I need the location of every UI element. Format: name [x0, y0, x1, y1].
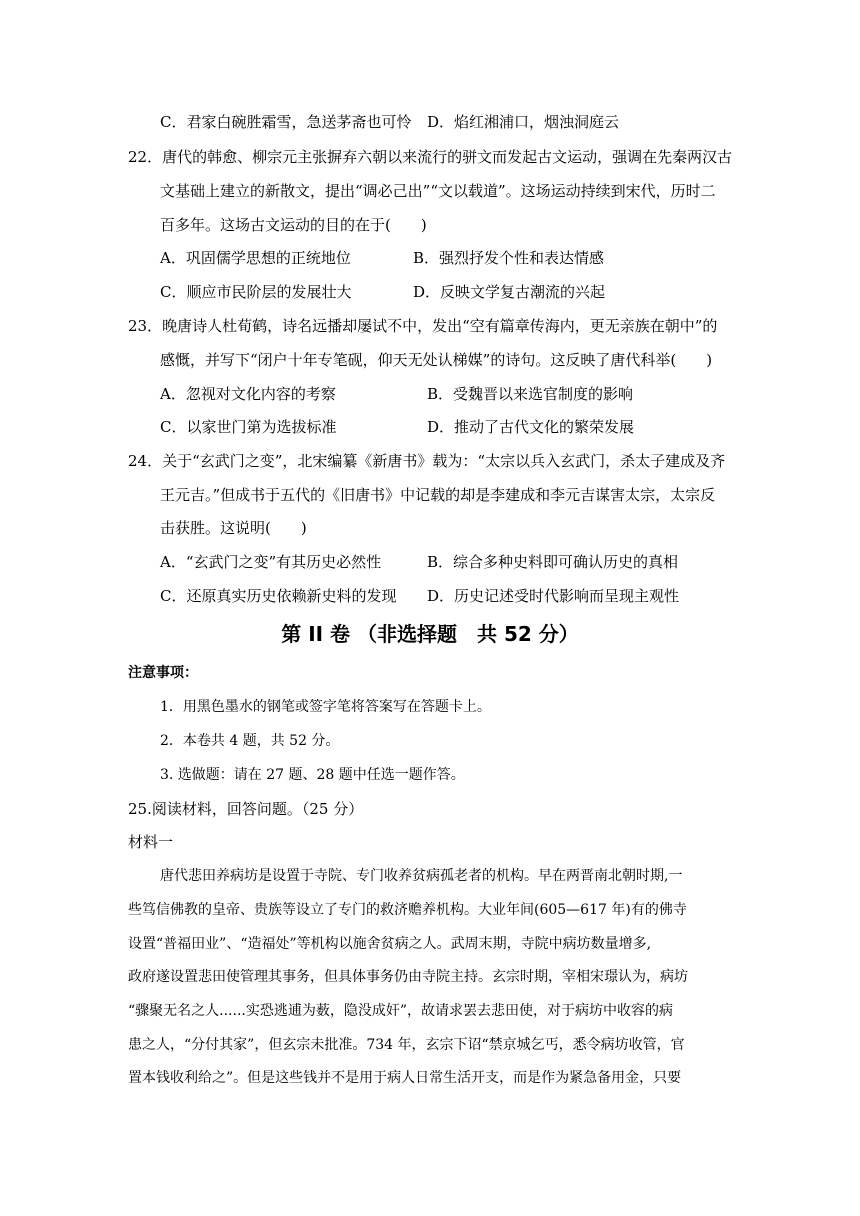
q24-option-b: B．综合多种史料即可确认历史的真相	[427, 553, 679, 571]
q22-option-c: C．顺应市民阶层的发展壮大	[160, 283, 352, 301]
q23-option-d: D．推动了古代文化的繁荣发展	[427, 418, 635, 436]
q25-material-line-7: 置本钱收利给之”。但是这些钱并不是用于病人日常生活开支，而是作为紧急备用金，只要	[128, 1070, 682, 1086]
q25-material-line-2: 些笃信佛教的皇帝、贵族等设立了专门的救济赡养机构。大业年间(605—617 年)有的佛寺	[128, 902, 687, 918]
q24-stem-line-1: 24．关于“玄武门之变”，北宋编纂《新唐书》载为：“太宗以兵入玄武门，杀太子建成及齐	[128, 452, 726, 470]
notice-item-1: 1．用黑色墨水的钢笔或签字笔将答案写在答题卡上。	[160, 699, 491, 715]
notice-item-3: 3. 选做题：请在 27 题、28 题中任选一题作答。	[160, 767, 465, 783]
q22-option-d: D．反映文学复古潮流的兴起	[413, 283, 606, 301]
section-title: 第 II 卷 （非选择题 共 52 分）	[281, 622, 579, 646]
q22-option-a: A．巩固儒学思想的正统地位	[160, 249, 351, 267]
q23-option-a: A．忽视对文化内容的考察	[160, 385, 336, 403]
q22-stem-line-1: 22．唐代的韩愈、柳宗元主张摒弃六朝以来流行的骈文而发起古文运动，强调在先秦两汉古	[128, 148, 733, 166]
q24-stem-line-2: 王元吉。”但成书于五代的《旧唐书》中记载的却是李建成和李元吉谋害太宗，太宗反	[160, 486, 716, 504]
q25-material-line-3: 设置“普福田业”、“造福处”等机构以施舍贫病之人。武周末期，寺院中病坊数量增多,	[128, 936, 652, 952]
q24-option-a: A．“玄武门之变”有其历史必然性	[160, 553, 382, 571]
q23-option-c: C．以家世门第为选拔标准	[160, 418, 337, 436]
q23-stem-line-1: 23．晚唐诗人杜荀鹤，诗名远播却屡试不中，发出“空有篇章传海内，更无亲族在朝中”的	[128, 317, 718, 335]
q25-stem: 25.阅读材料，回答问题。（25 分）	[128, 800, 364, 818]
q21-option-d: D．焰红湘浦口，烟浊洞庭云	[427, 113, 620, 131]
notice-item-2: 2．本卷共 4 题，共 52 分。	[160, 733, 340, 749]
q25-material-label: 材料一	[128, 833, 174, 851]
q25-material-line-5: “骤聚无名之人......实恐逃逋为薮，隐没成奸”，故请求罢去悲田使，对于病坊中收容的病	[128, 1003, 674, 1019]
q25-material-line-6: 患之人，“分付其家”，但玄宗未批准。734 年，玄宗下诏“禁京城乞丐，悉令病坊收管，官	[128, 1037, 685, 1053]
q23-stem-line-2: 感慨，并写下“闭户十年专笔砚，仰天无处认梯媒”的诗句。这反映了唐代科举( )	[160, 351, 713, 369]
q21-option-c: C．君家白碗胜霜雪，急送茅斋也可怜	[160, 113, 412, 131]
q24-stem-line-3: 击获胜。这说明( )	[160, 519, 307, 537]
q25-material-line-1: 唐代悲田养病坊是设置于寺院、专门收养贫病孤老者的机构。早在两晋南北朝时期,一	[160, 868, 683, 884]
q23-option-b: B．受魏晋以来选官制度的影响	[427, 385, 634, 403]
notice-heading: 注意事项：	[128, 665, 198, 681]
q22-stem-line-2: 文基础上建立的新散文，提出“调必己出”“文以载道”。这场运动持续到宋代，历时二	[160, 182, 716, 200]
q25-material-line-4: 政府遂设置悲田使管理其事务，但具体事务仍由寺院主持。玄宗时期，宰相宋璟认为，病坊	[128, 969, 688, 985]
q24-option-d: D．历史记述受时代影响而呈现主观性	[427, 587, 680, 605]
q22-stem-line-3: 百多年。这场古文运动的目的在于( )	[160, 216, 427, 234]
q24-option-c: C．还原真实历史依赖新史料的发现	[160, 587, 397, 605]
q22-option-b: B．强烈抒发个性和表达情感	[413, 249, 605, 267]
